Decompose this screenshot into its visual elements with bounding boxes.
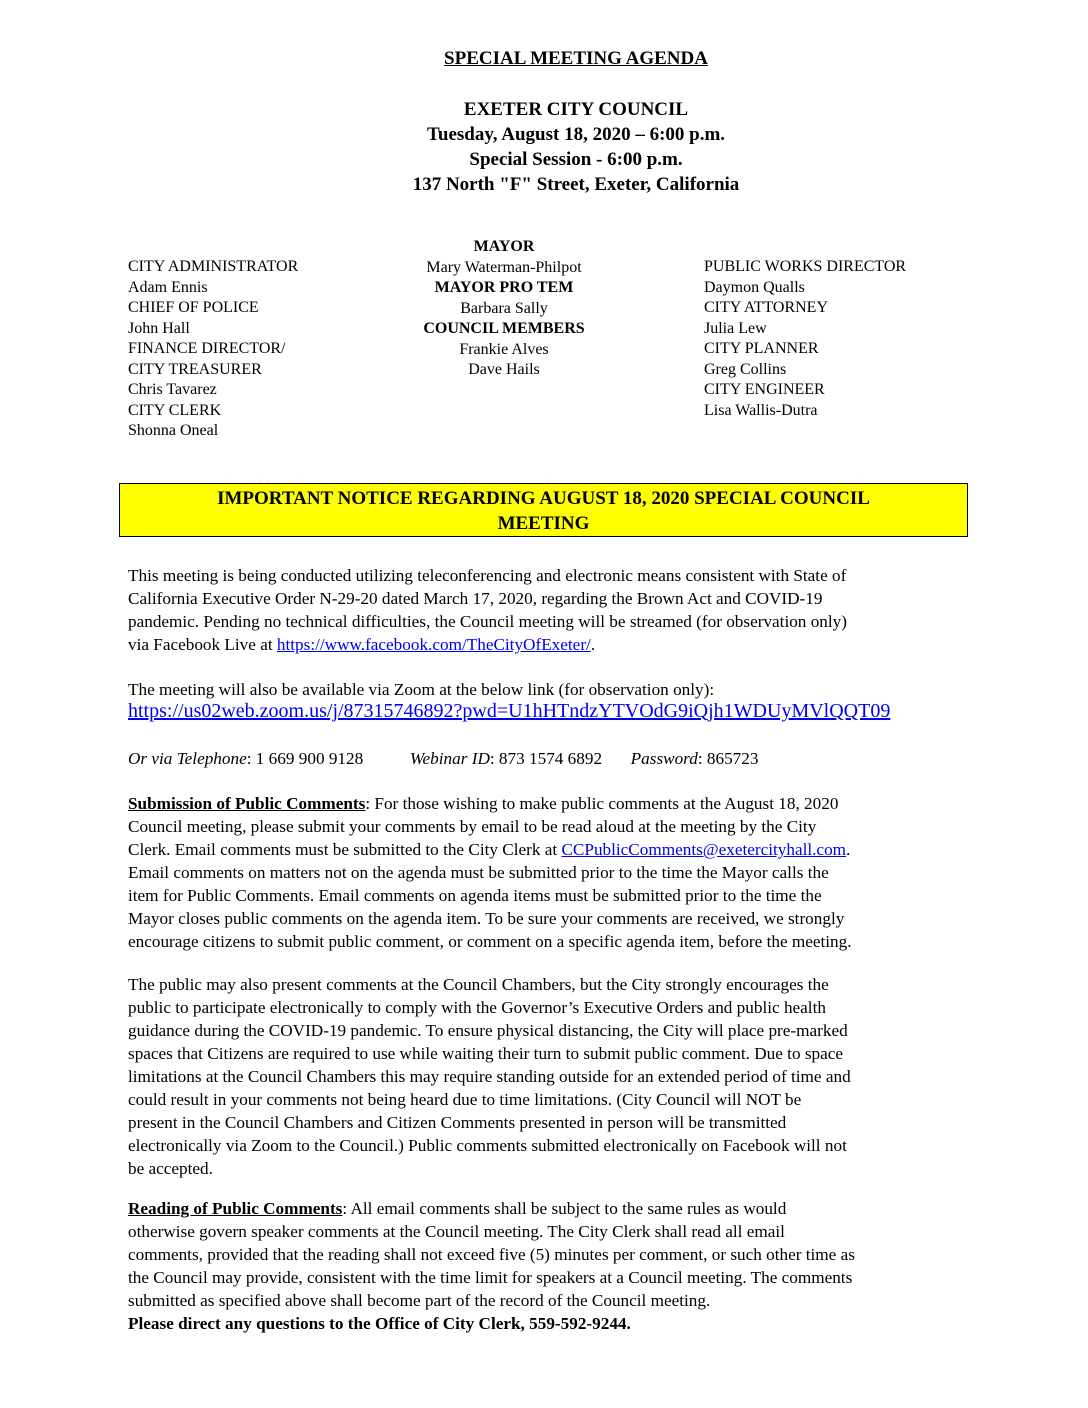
staff-left-line: CITY ADMINISTRATOR xyxy=(128,258,299,275)
reading-line: comments, provided that the reading shall not exceed five (5) minutes per comment, or such other time as xyxy=(128,1245,855,1264)
reading-paragraph xyxy=(128,1197,958,1335)
notice-line: MEETING xyxy=(497,513,590,534)
submission-text: : For those wishing to make public comments at the August 18, 2020 xyxy=(365,794,839,813)
staff-left-column xyxy=(128,257,298,442)
staff-left-line: Shonna Oneal xyxy=(128,422,219,439)
reading-line: submitted as specified above shall become part of the record of the Council meeting. xyxy=(128,1291,711,1310)
zoom-link[interactable]: https://us02web.zoom.us/j/87315746892?pwd=U1hHTndzYTVOdG9iQjh1WDUyMVlQQT09 xyxy=(128,700,891,722)
intro-line: pandemic. Pending no technical difficulties, the Council meeting will be streamed (for observation only) xyxy=(128,612,847,631)
chambers-line: present in the Council Chambers and Citizen Comments presented in person will be transmitted xyxy=(128,1113,787,1132)
pro-tem-name: Barbara Sally xyxy=(460,299,548,317)
staff-right-line: PUBLIC WORKS DIRECTOR xyxy=(704,258,907,275)
chambers-line: limitations at the Council Chambers this may require standing outside for an extended period of time and xyxy=(128,1067,851,1086)
submission-line: item for Public Comments. Email comments on agenda items must be submitted prior to the time the xyxy=(128,886,822,905)
chambers-line: The public may also present comments at the Council Chambers, but the City strongly encourages the xyxy=(128,975,829,994)
phone-info xyxy=(128,747,1028,770)
staff-right-line: Julia Lew xyxy=(704,319,767,337)
staff-right-line: Lisa Wallis-Dutra xyxy=(704,401,818,419)
staff-right-line: CITY ENGINEER xyxy=(704,381,825,398)
telephone-value: : 1 669 900 9128 xyxy=(246,749,364,768)
zoom-paragraph xyxy=(128,678,958,723)
staff-right-line: CITY PLANNER xyxy=(704,340,819,357)
chambers-line: guidance during the COVID-19 pandemic. To ensure physical distancing, the City will place pre-marked xyxy=(128,1021,848,1040)
council-members-label: COUNCIL MEMBERS xyxy=(423,320,585,337)
meeting-session: Special Session - 6:00 p.m. xyxy=(469,149,683,170)
telephone-label: Or via Telephone xyxy=(128,749,247,768)
chambers-line: could result in your comments not being heard due to time limitations. (City Council will NOT be xyxy=(128,1090,802,1109)
intro-line xyxy=(128,633,958,656)
staff-left-line: CITY TREASURER xyxy=(128,360,262,378)
staff-right-line: CITY ATTORNEY xyxy=(704,299,828,316)
council-member-name: Dave Hails xyxy=(468,361,540,378)
submission-text: Clerk. Email comments must be submitted to the City Clerk at xyxy=(128,840,562,859)
mayor-label: MAYOR xyxy=(473,238,535,255)
password-label: Password xyxy=(630,749,698,768)
staff-left-line: Chris Tavarez xyxy=(128,381,217,398)
intro-line: California Executive Order N-29-20 dated March 17, 2020, regarding the Brown Act and COVID-19 xyxy=(128,589,823,608)
staff-left-line: John Hall xyxy=(128,319,190,337)
meeting-address: 137 North "F" Street, Exeter, California xyxy=(412,174,740,195)
submission-text: . xyxy=(846,840,851,859)
webinar-label: Webinar ID xyxy=(409,749,490,768)
notice-line: IMPORTANT NOTICE REGARDING AUGUST 18, 2020 SPECIAL COUNCIL xyxy=(217,488,870,509)
submission-line: encourage citizens to submit public comment, or comment on a specific agenda item, before the meeting. xyxy=(128,932,852,951)
intro-paragraph xyxy=(128,564,958,656)
intro-text: via Facebook Live at xyxy=(128,635,277,654)
page-title: SPECIAL MEETING AGENDA xyxy=(444,48,708,69)
submission-line: Council meeting, please submit your comments by email to be read aloud at the meeting by the City xyxy=(128,817,817,836)
chambers-line: public to participate electronically to comply with the Governor’s Executive Orders and public health xyxy=(128,998,826,1017)
submission-heading: Submission of Public Comments xyxy=(128,794,366,813)
staff-right-line: Daymon Qualls xyxy=(704,278,805,296)
submission-paragraph xyxy=(128,792,958,953)
closing-contact-line: Please direct any questions to the Office of City Clerk, 559-592-9244. xyxy=(128,1314,631,1333)
intro-line: This meeting is being conducted utilizing teleconferencing and electronic means consistent with State of xyxy=(128,566,847,585)
reading-line: the Council may provide, consistent with the time limit for speakers at a Council meeting. The comments xyxy=(128,1268,853,1287)
staff-left-line: FINANCE DIRECTOR/ xyxy=(128,340,286,357)
facebook-link[interactable]: https://www.facebook.com/TheCityOfExeter/ xyxy=(276,635,591,654)
pro-tem-label: MAYOR PRO TEM xyxy=(434,279,574,296)
important-notice-box xyxy=(119,483,968,537)
chambers-line: electronically via Zoom to the Council.) Public comments submitted electronically on Facebook will not xyxy=(128,1136,847,1155)
staff-left-line: CITY CLERK xyxy=(128,401,222,419)
staff-center-column xyxy=(384,237,624,381)
chambers-line: spaces that Citizens are required to use while waiting their turn to submit public comment. Due to space xyxy=(128,1044,844,1063)
password-value: : 865723 xyxy=(697,749,759,768)
reading-line: otherwise govern speaker comments at the Council meeting. The City Clerk shall read all email xyxy=(128,1222,785,1241)
submission-line: Email comments on matters not on the agenda must be submitted prior to the time the Mayor calls the xyxy=(128,863,829,882)
mayor-name: Mary Waterman-Philpot xyxy=(426,258,582,276)
submission-line: Mayor closes public comments on the agenda item. To be sure your comments are received, we strongly xyxy=(128,909,845,928)
staff-right-column xyxy=(704,257,906,421)
clerk-email-link[interactable]: CCPublicComments@exetercityhall.com xyxy=(561,840,847,859)
chambers-paragraph xyxy=(128,973,958,1180)
reading-text: : All email comments shall be subject to the same rules as would xyxy=(342,1199,787,1218)
reading-heading: Reading of Public Comments xyxy=(128,1199,343,1218)
council-member-name: Frankie Alves xyxy=(459,340,549,358)
chambers-line: be accepted. xyxy=(128,1159,213,1178)
staff-right-line: Greg Collins xyxy=(704,360,787,378)
council-name: EXETER CITY COUNCIL xyxy=(463,99,689,120)
staff-left-line: CHIEF OF POLICE xyxy=(128,299,259,316)
staff-left-line: Adam Ennis xyxy=(128,278,208,296)
intro-text: . xyxy=(590,635,596,654)
webinar-value: : 873 1574 6892 xyxy=(489,749,603,768)
meeting-date: Tuesday, August 18, 2020 – 6:00 p.m. xyxy=(426,124,726,145)
zoom-text: The meeting will also be available via Zoom at the below link (for observation only): xyxy=(128,680,715,699)
